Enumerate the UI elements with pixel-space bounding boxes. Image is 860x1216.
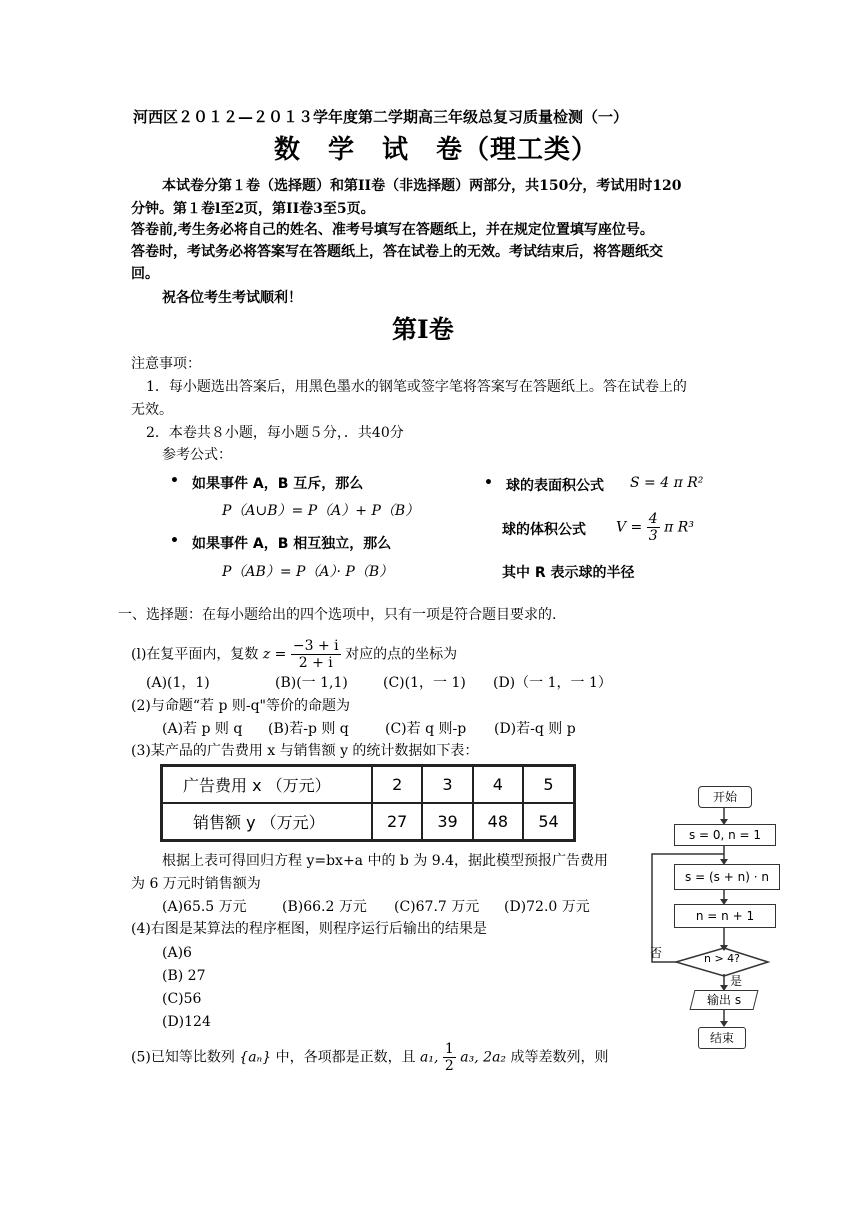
flow-end: 结束	[698, 1027, 746, 1049]
q1-stem	[131, 638, 457, 671]
q5-stem-end: 成等差数列，则	[510, 1049, 609, 1066]
formula-independent: P（AB）= P（A）· P（B）	[222, 564, 394, 580]
q2-option-c: (C)若 q 则-p	[385, 721, 467, 737]
q4-stem: (4)右图是某算法的程序框图，则程序运行后输出的结果是	[131, 921, 487, 937]
q5-fraction-half	[443, 1041, 456, 1074]
sphere-volume-formula	[616, 511, 694, 544]
table-row	[162, 803, 575, 841]
q2-option-a: (A)若 p 则 q	[162, 721, 243, 737]
section-title: 第Ⅰ卷	[392, 315, 454, 344]
q1-option-c: (C)(1，一 1)	[383, 675, 466, 691]
note-1-cont: 无效。	[131, 402, 173, 418]
bullet: •	[170, 533, 179, 549]
q5-stem-start: (5)已知等比数列	[131, 1049, 235, 1066]
notes-heading: 注意事项：	[131, 356, 201, 372]
flow-start: 开始	[698, 786, 752, 808]
q1-variable: z =	[262, 646, 287, 663]
table-row-header: 销售额 y （万元）	[162, 803, 373, 841]
sphere-radius-note: 其中 R 表示球的半径	[502, 565, 635, 581]
flow-output	[690, 990, 759, 1010]
table-row-header: 广告费用 x （万元）	[162, 766, 373, 804]
table-cell: 39	[422, 803, 472, 841]
volume-lhs: V =	[616, 519, 643, 536]
flow-no-label: 否	[650, 946, 663, 960]
formula-exclusive-condition: 如果事件 A，B 互斥，那么	[192, 476, 364, 492]
intro-line-3: 答卷前,考生务必将自己的姓名、准考号填写在答题纸上，并在规定位置填写座位号。	[131, 222, 654, 238]
q1-option-b: (B)(一 1,1)	[275, 675, 348, 691]
q4-option-a: (A)6	[162, 945, 192, 961]
intro-line-1: 本试卷分第１卷（选择题）和第II卷（非选择题）两部分，共150分，考试用时120	[162, 178, 682, 194]
table-cell: 3	[422, 766, 472, 804]
q1-numerator: −3 + i	[292, 638, 339, 654]
q5-term-a1: a₁,	[420, 1049, 439, 1066]
flow-init: s = 0, n = 1	[674, 824, 776, 846]
exam-header: 河西区２０１２—２０１３学年度第二学期高三年级总复习质量检测（一）	[133, 108, 629, 126]
q3-option-b: (B)66.2 万元	[282, 899, 367, 915]
table-cell: 48	[473, 803, 523, 841]
flow-step-n: n = n + 1	[674, 904, 776, 928]
q3-text-1: 根据上表可得回归方程 y=bx+a 中的 b 为 9.4，据此模型预报广告费用	[162, 853, 609, 869]
q1-option-a: (A)(1，1)	[146, 675, 210, 691]
sphere-surface-formula: S = 4 π R²	[630, 475, 704, 491]
q4-option-b: (B) 27	[162, 968, 206, 984]
table-cell: 27	[372, 803, 422, 841]
section-1-instructions: 一、选择题：在每小题给出的四个选项中，只有一项是符合题目要求的.	[118, 607, 557, 623]
q2-stem: (2)与命题“若 p 则-q"等价的命题为	[131, 698, 350, 714]
exam-title: 数 学 试 卷（理工类）	[274, 135, 599, 165]
formula-independent-condition: 如果事件 A，B 相互独立，那么	[192, 536, 392, 552]
formula-exclusive: P（A∪B）= P（A）+ P（B）	[222, 503, 420, 519]
q3-option-d: (D)72.0 万元	[504, 899, 590, 915]
flow-yes-label: 是	[730, 974, 743, 988]
volume-rhs: π R³	[664, 519, 694, 536]
intro-line-2: 分钟。第１卷l至2页，第II卷3至5页。	[131, 201, 375, 217]
table-cell: 4	[473, 766, 523, 804]
flow-step-s: s = (s + n) · n	[674, 864, 780, 890]
q3-option-a: (A)65.5 万元	[162, 899, 247, 915]
reference-formulas-label: 参考公式：	[162, 447, 232, 463]
q1-option-d: (D)（一 1，一 1）	[493, 675, 612, 691]
q5-terms-rest: a₃, 2a₂	[460, 1049, 507, 1066]
flow-output-label: 输出 s	[706, 993, 742, 1007]
note-1: 1．每小题选出答案后，用黑色墨水的钢笔或签字笔将答案写在答题纸上。答在试卷上的	[146, 379, 687, 395]
bullet: •	[484, 475, 493, 491]
table-cell: 2	[372, 766, 422, 804]
note-2: 2．本卷共８小题，每小题５分，．共40分	[146, 425, 404, 441]
q1-stem-start: (l)在复平面内，复数	[131, 646, 259, 663]
q1-stem-end: 对应的点的坐标为	[345, 646, 458, 663]
q2-option-d: (D)若-q 则 p	[494, 721, 576, 737]
q4-option-d: (D)124	[162, 1014, 211, 1030]
q4-option-c: (C)56	[162, 991, 202, 1007]
fraction-numerator: 4	[648, 511, 658, 527]
fraction-denominator: 3	[648, 528, 658, 544]
q1-denominator: 2 + i	[298, 655, 333, 671]
sphere-volume-label: 球的体积公式	[502, 522, 586, 538]
table-cell: 5	[523, 766, 575, 804]
flow-condition: n > 4?	[704, 952, 741, 965]
table-cell: 54	[523, 803, 575, 841]
sphere-surface-label: 球的表面积公式	[506, 478, 604, 494]
q2-option-b: (B)若-p 则 q	[268, 721, 349, 737]
q5-stem	[131, 1041, 608, 1074]
q3-stem: (3)某产品的广告费用 x 与销售额 y 的统计数据如下表：	[131, 743, 479, 759]
good-luck-text: 祝各位考生考试顺利！	[162, 290, 302, 306]
intro-line-5: 回。	[131, 266, 159, 282]
q3-text-2: 为 6 万元时销售额为	[131, 876, 261, 892]
q5-stem-middle: 中，各项都是正数，且	[275, 1049, 416, 1066]
q3-data-table	[160, 764, 576, 842]
table-row	[162, 766, 575, 804]
fraction-numerator: 1	[444, 1041, 454, 1057]
q3-option-c: (C)67.7 万元	[394, 899, 480, 915]
fraction-four-thirds	[647, 511, 660, 544]
bullet: •	[170, 473, 179, 489]
q1-fraction	[291, 638, 341, 671]
fraction-denominator: 2	[444, 1058, 454, 1074]
intro-line-4: 答卷时，考试务必将答案写在答题纸上，答在试卷上的无效。考试结束后，将答题纸交	[131, 244, 663, 260]
q5-sequence: {aₙ}	[239, 1049, 272, 1066]
